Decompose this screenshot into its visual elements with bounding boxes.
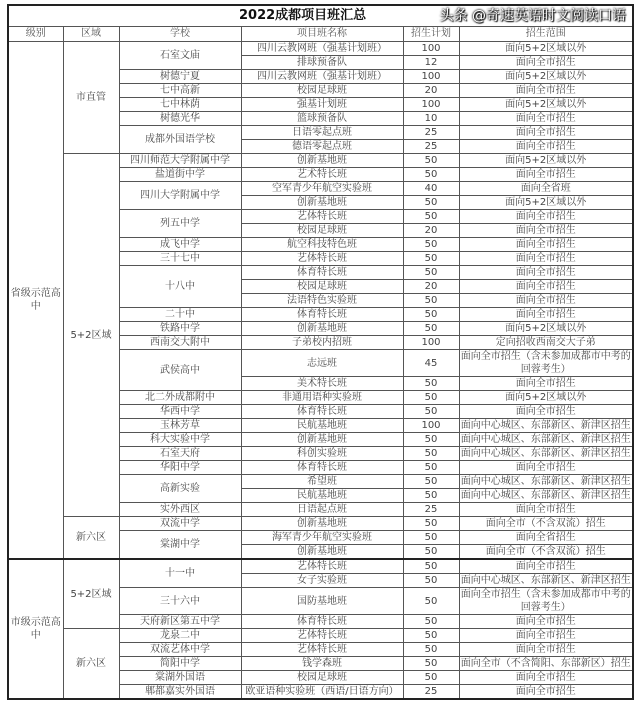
quota-cell: 50 bbox=[403, 657, 459, 671]
district-cell: 5+2区域 bbox=[63, 559, 119, 629]
header-row bbox=[8, 27, 633, 42]
program-name-cell: 体育特长班 bbox=[241, 308, 403, 322]
scope-cell: 面向全市（不含简阳、东部新区）招生 bbox=[459, 657, 633, 671]
school-cell: 盐道街中学 bbox=[119, 168, 241, 182]
school-cell: 七中高新 bbox=[119, 84, 241, 98]
scope-cell: 面向全市招生 bbox=[459, 671, 633, 685]
quota-cell: 50 bbox=[403, 545, 459, 560]
quota-cell: 25 bbox=[403, 503, 459, 517]
program-name-cell: 志远班 bbox=[241, 350, 403, 377]
program-name-cell: 校园足球班 bbox=[241, 84, 403, 98]
quota-cell: 25 bbox=[403, 685, 459, 700]
quota-cell: 50 bbox=[403, 475, 459, 489]
program-name-cell: 校园足球班 bbox=[241, 280, 403, 294]
program-name-cell: 创新基地班 bbox=[241, 322, 403, 336]
header-scope: 招生范围 bbox=[459, 27, 633, 42]
quota-cell: 50 bbox=[403, 643, 459, 657]
scope-cell: 面向5+2区域以外 bbox=[459, 42, 633, 56]
program-name-cell: 科创实验班 bbox=[241, 447, 403, 461]
scope-cell: 面向中心城区、东部新区、新津区招生 bbox=[459, 489, 633, 503]
program-name-cell: 创新基地班 bbox=[241, 196, 403, 210]
scope-cell: 定向招收西南交大子弟 bbox=[459, 336, 633, 350]
scope-cell: 面向全市招生 bbox=[459, 140, 633, 154]
quota-cell: 50 bbox=[403, 574, 459, 588]
program-name-cell: 创新基地班 bbox=[241, 433, 403, 447]
school-cell: 棠湖中学 bbox=[119, 531, 241, 560]
scope-cell: 面向全市招生（含未参加成都市中考的回蓉考生） bbox=[459, 350, 633, 377]
district-cell: 5+2区域 bbox=[63, 154, 119, 517]
school-cell: 三十六中 bbox=[119, 588, 241, 615]
program-name-cell: 艺体特长班 bbox=[241, 629, 403, 643]
quota-cell: 50 bbox=[403, 168, 459, 182]
scope-cell: 面向中心城区、东部新区、新津区招生 bbox=[459, 475, 633, 489]
quota-cell: 50 bbox=[403, 210, 459, 224]
program-name-cell: 创新基地班 bbox=[241, 517, 403, 531]
school-cell: 北二外成都附中 bbox=[119, 391, 241, 405]
district-cell: 市直管 bbox=[63, 42, 119, 154]
quota-cell: 100 bbox=[403, 70, 459, 84]
quota-cell: 45 bbox=[403, 350, 459, 377]
program-name-cell: 体育特长班 bbox=[241, 615, 403, 629]
quota-cell: 50 bbox=[403, 517, 459, 531]
program-name-cell: 非通用语种实验班 bbox=[241, 391, 403, 405]
header-level: 级别 bbox=[8, 27, 63, 42]
school-cell: 龙泉二中 bbox=[119, 629, 241, 643]
table-row bbox=[8, 154, 633, 168]
quota-cell: 50 bbox=[403, 588, 459, 615]
scope-cell: 面向全市招生 bbox=[459, 252, 633, 266]
program-name-cell: 国防基地班 bbox=[241, 588, 403, 615]
program-name-cell: 创新基地班 bbox=[241, 154, 403, 168]
quota-cell: 10 bbox=[403, 112, 459, 126]
watermark: 头条 @奇速英语时文阅读口语 bbox=[439, 8, 626, 24]
school-cell: 简阳中学 bbox=[119, 657, 241, 671]
quota-cell: 100 bbox=[403, 419, 459, 433]
quota-cell: 50 bbox=[403, 294, 459, 308]
scope-cell: 面向全市（不含双流）招生 bbox=[459, 545, 633, 560]
program-name-cell: 子弟校内招班 bbox=[241, 336, 403, 350]
school-cell: 树德光华 bbox=[119, 112, 241, 126]
quota-cell: 100 bbox=[403, 42, 459, 56]
program-name-cell: 四川云教网班（强基计划班） bbox=[241, 42, 403, 56]
program-name-cell: 艺体特长班 bbox=[241, 210, 403, 224]
quota-cell: 20 bbox=[403, 84, 459, 98]
school-cell: 二十中 bbox=[119, 308, 241, 322]
scope-cell: 面向全市招生 bbox=[459, 461, 633, 475]
quota-cell: 100 bbox=[403, 98, 459, 112]
program-name-cell: 体育特长班 bbox=[241, 405, 403, 419]
school-cell: 十一中 bbox=[119, 559, 241, 588]
project-class-table bbox=[7, 4, 634, 700]
scope-cell: 面向中心城区、东部新区、新津区招生 bbox=[459, 447, 633, 461]
school-cell: 七中林荫 bbox=[119, 98, 241, 112]
school-cell: 铁路中学 bbox=[119, 322, 241, 336]
program-name-cell: 空军青少年航空实验班 bbox=[241, 182, 403, 196]
program-name-cell: 体育特长班 bbox=[241, 461, 403, 475]
table-row bbox=[8, 517, 633, 531]
level-cell: 市级示范高中 bbox=[8, 559, 63, 699]
school-cell: 实外西区 bbox=[119, 503, 241, 517]
scope-cell: 面向全市招生 bbox=[459, 615, 633, 629]
school-cell: 三十七中 bbox=[119, 252, 241, 266]
scope-cell: 面向全市招生 bbox=[459, 503, 633, 517]
program-name-cell: 女子实验班 bbox=[241, 574, 403, 588]
program-name-cell: 艺体特长班 bbox=[241, 559, 403, 574]
scope-cell: 面向5+2区域以外 bbox=[459, 98, 633, 112]
quota-cell: 50 bbox=[403, 238, 459, 252]
program-name-cell: 排球预备队 bbox=[241, 56, 403, 70]
quota-cell: 12 bbox=[403, 56, 459, 70]
school-cell: 双流艺体中学 bbox=[119, 643, 241, 657]
scope-cell: 面向全市招生 bbox=[459, 56, 633, 70]
scope-cell: 面向全市招生 bbox=[459, 377, 633, 391]
district-cell: 新六区 bbox=[63, 517, 119, 560]
quota-cell: 100 bbox=[403, 336, 459, 350]
quota-cell: 50 bbox=[403, 266, 459, 280]
program-name-cell: 钱学森班 bbox=[241, 657, 403, 671]
school-cell: 郫都嘉实外国语 bbox=[119, 685, 241, 700]
scope-cell: 面向全市招生 bbox=[459, 112, 633, 126]
school-cell: 西南交大附中 bbox=[119, 336, 241, 350]
school-cell: 树德宁夏 bbox=[119, 70, 241, 84]
program-name-cell: 艺术特长班 bbox=[241, 168, 403, 182]
scope-cell: 面向5+2区域以外 bbox=[459, 391, 633, 405]
scope-cell: 面向中心城区、东部新区、新津区招生 bbox=[459, 433, 633, 447]
school-cell: 成都外国语学校 bbox=[119, 126, 241, 154]
scope-cell: 面向全市招生 bbox=[459, 643, 633, 657]
scope-cell: 面向5+2区域以外 bbox=[459, 322, 633, 336]
quota-cell: 50 bbox=[403, 252, 459, 266]
quota-cell: 50 bbox=[403, 447, 459, 461]
scope-cell: 面向全市招生 bbox=[459, 266, 633, 280]
quota-cell: 50 bbox=[403, 308, 459, 322]
scope-cell: 面向全市招生 bbox=[459, 280, 633, 294]
scope-cell: 面向5+2区域以外 bbox=[459, 154, 633, 168]
school-cell: 科大实验中学 bbox=[119, 433, 241, 447]
quota-cell: 20 bbox=[403, 224, 459, 238]
program-name-cell: 日语起点班 bbox=[241, 503, 403, 517]
table-title: 2022成都项目班汇总 bbox=[8, 5, 633, 27]
quota-cell: 40 bbox=[403, 182, 459, 196]
scope-cell: 面向全市招生 bbox=[459, 559, 633, 574]
program-name-cell: 艺体特长班 bbox=[241, 252, 403, 266]
level-cell: 省级示范高中 bbox=[8, 42, 63, 560]
scope-cell: 面向全市招生 bbox=[459, 685, 633, 700]
scope-cell: 面向中心城区、东部新区、新津区招生 bbox=[459, 574, 633, 588]
header-program: 项目班名称 bbox=[241, 27, 403, 42]
school-cell: 天府新区第五中学 bbox=[119, 615, 241, 629]
quota-cell: 50 bbox=[403, 154, 459, 168]
program-name-cell: 体育特长班 bbox=[241, 266, 403, 280]
scope-cell: 面向全市招生（含未参加成都市中考的回蓉考生） bbox=[459, 588, 633, 615]
district-cell: 新六区 bbox=[63, 629, 119, 700]
program-name-cell: 希望班 bbox=[241, 475, 403, 489]
quota-cell: 50 bbox=[403, 489, 459, 503]
scope-cell: 面向全市（不含双流）招生 bbox=[459, 517, 633, 531]
quota-cell: 50 bbox=[403, 671, 459, 685]
scope-cell: 面向全市招生 bbox=[459, 405, 633, 419]
table-row bbox=[8, 42, 633, 56]
quota-cell: 50 bbox=[403, 559, 459, 574]
scope-cell: 面向全市招生 bbox=[459, 238, 633, 252]
school-cell: 华阳中学 bbox=[119, 461, 241, 475]
quota-cell: 50 bbox=[403, 531, 459, 545]
school-cell: 双流中学 bbox=[119, 517, 241, 531]
scope-cell: 面向全市招生 bbox=[459, 168, 633, 182]
scope-cell: 面向5+2区域以外 bbox=[459, 70, 633, 84]
school-cell: 成飞中学 bbox=[119, 238, 241, 252]
quota-cell: 50 bbox=[403, 615, 459, 629]
school-cell: 石室文庙 bbox=[119, 42, 241, 70]
quota-cell: 50 bbox=[403, 196, 459, 210]
quota-cell: 25 bbox=[403, 126, 459, 140]
header-school: 学校 bbox=[119, 27, 241, 42]
scope-cell: 面向5+2区域以外 bbox=[459, 196, 633, 210]
scope-cell: 面向全市招生 bbox=[459, 210, 633, 224]
program-name-cell: 德语零起点班 bbox=[241, 140, 403, 154]
quota-cell: 20 bbox=[403, 280, 459, 294]
quota-cell: 50 bbox=[403, 322, 459, 336]
program-name-cell: 法语特色实验班 bbox=[241, 294, 403, 308]
program-name-cell: 校园足球班 bbox=[241, 671, 403, 685]
program-name-cell: 欧亚语种实验班（西语/日语方向） bbox=[241, 685, 403, 700]
quota-cell: 25 bbox=[403, 140, 459, 154]
program-name-cell: 篮球预备队 bbox=[241, 112, 403, 126]
quota-cell: 50 bbox=[403, 433, 459, 447]
quota-cell: 50 bbox=[403, 629, 459, 643]
scope-cell: 面向全市招生 bbox=[459, 308, 633, 322]
school-cell: 高新实验 bbox=[119, 475, 241, 503]
quota-cell: 50 bbox=[403, 391, 459, 405]
header-quota: 招生计划 bbox=[403, 27, 459, 42]
program-name-cell: 美术特长班 bbox=[241, 377, 403, 391]
program-name-cell: 校园足球班 bbox=[241, 224, 403, 238]
school-cell: 石室天府 bbox=[119, 447, 241, 461]
school-cell: 十八中 bbox=[119, 266, 241, 308]
scope-cell: 面向全省班 bbox=[459, 182, 633, 196]
program-name-cell: 民航基地班 bbox=[241, 489, 403, 503]
scope-cell: 面向全市招生 bbox=[459, 126, 633, 140]
school-cell: 玉林芳草 bbox=[119, 419, 241, 433]
quota-cell: 50 bbox=[403, 405, 459, 419]
quota-cell: 50 bbox=[403, 461, 459, 475]
scope-cell: 面向全市招生 bbox=[459, 84, 633, 98]
quota-cell: 50 bbox=[403, 377, 459, 391]
program-name-cell: 民航基地班 bbox=[241, 419, 403, 433]
scope-cell: 面向全市招生 bbox=[459, 224, 633, 238]
school-cell: 四川师范大学附属中学 bbox=[119, 154, 241, 168]
program-name-cell: 航空科技特色班 bbox=[241, 238, 403, 252]
header-district: 区域 bbox=[63, 27, 119, 42]
program-name-cell: 创新基地班 bbox=[241, 545, 403, 560]
school-cell: 华西中学 bbox=[119, 405, 241, 419]
school-cell: 列五中学 bbox=[119, 210, 241, 238]
table-row bbox=[8, 629, 633, 643]
school-cell: 四川大学附属中学 bbox=[119, 182, 241, 210]
scope-cell: 面向全市招生 bbox=[459, 629, 633, 643]
program-name-cell: 海军青少年航空实验班 bbox=[241, 531, 403, 545]
scope-cell: 面向全省招生 bbox=[459, 531, 633, 545]
program-name-cell: 艺体特长班 bbox=[241, 643, 403, 657]
school-cell: 武侯高中 bbox=[119, 350, 241, 391]
program-name-cell: 强基计划班 bbox=[241, 98, 403, 112]
program-name-cell: 日语零起点班 bbox=[241, 126, 403, 140]
school-cell: 棠湖外国语 bbox=[119, 671, 241, 685]
scope-cell: 面向全市招生 bbox=[459, 294, 633, 308]
program-name-cell: 四川云教网班（强基计划班） bbox=[241, 70, 403, 84]
table-row bbox=[8, 559, 633, 574]
scope-cell: 面向中心城区、东部新区、新津区招生 bbox=[459, 419, 633, 433]
